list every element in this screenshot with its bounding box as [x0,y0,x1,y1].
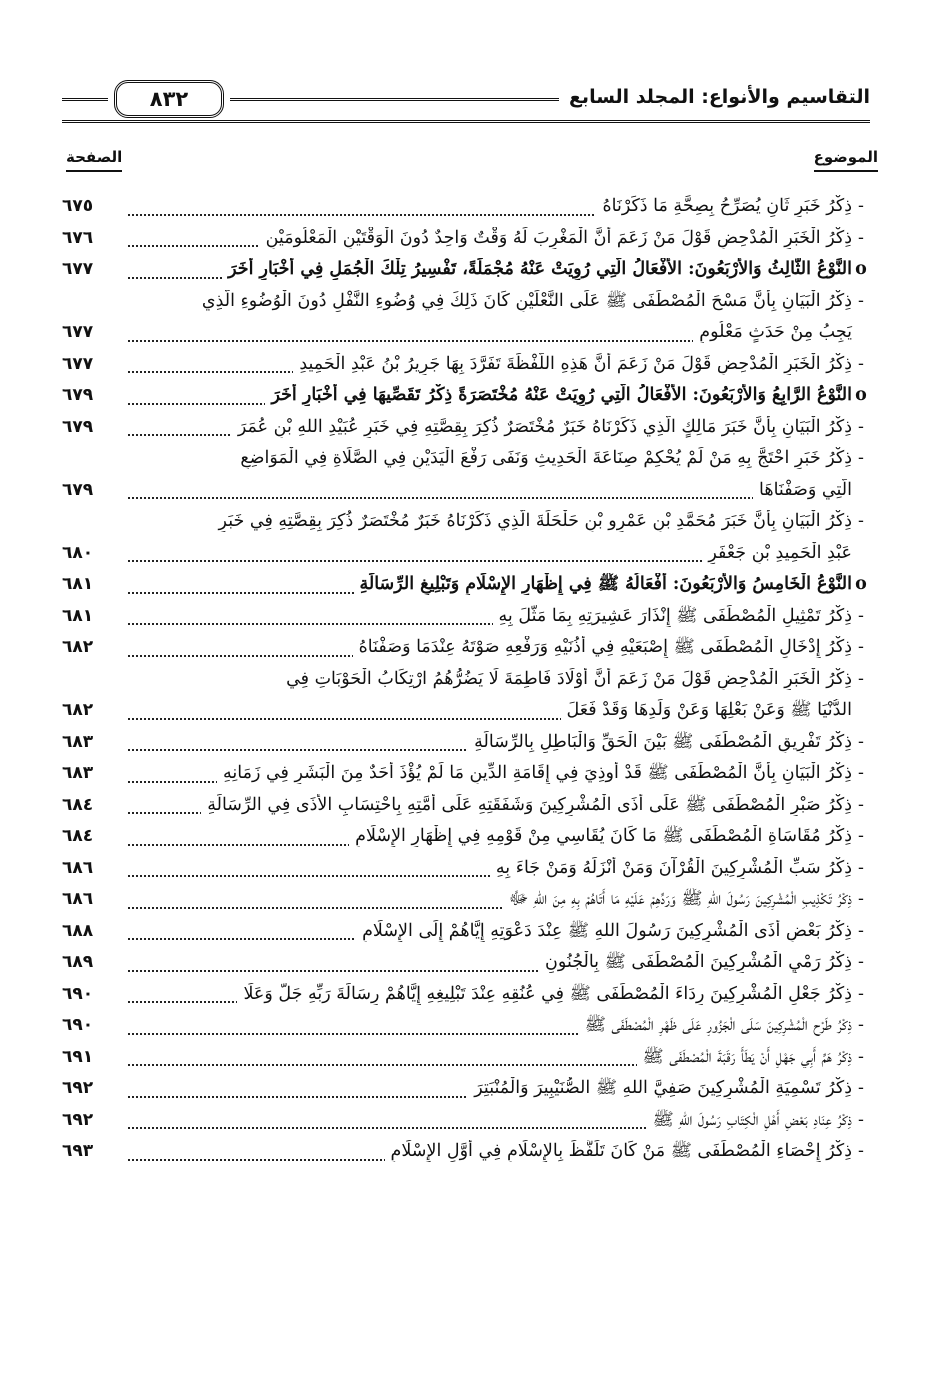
toc-page-number: ٦٨٢ [62,637,94,657]
toc-entry-text [579,1014,870,1036]
toc-page-number: ٦٧٧ [62,259,94,279]
page-number: ٨٣٢ [149,87,189,111]
toc-entry-text [561,699,870,721]
toc-entry-title: النَّوْعُ الرَّابِعُ وَالأَرْبَعُونَ: الأَفْعَالُ الَّتِي رُوِيَتْ عَنْهُ مُخْتَصَرَةً ذِكْرُ تَقَصِّيهَا فِي أَخْبَارٍ أُخَرَ [271,385,852,405]
toc-entry-title: ذِكْرُ مُقَاسَاةِ الْمُصْطَفَى ﷺ مَا كَانَ يُقَاسِي مِنْ قَوْمِهِ فِي إِظْهَارِ الإِسْلَامِ [355,826,852,846]
toc-entry-text [196,290,870,312]
toc-page-number: ٦٨٢ [62,700,94,720]
toc-page-number: ٦٨٩ [62,952,94,972]
toc-page-number: ٦٧٩ [62,416,94,437]
dash-bullet-icon: - [858,1109,864,1130]
dash-bullet-icon: - [858,1046,864,1067]
toc-page-number: ٦٩٠ [62,1015,94,1035]
toc-entry [62,505,870,537]
dash-bullet-icon: - [858,511,864,531]
toc-entry-text [385,1140,870,1162]
toc-entry [62,190,870,222]
toc-entry-title: ذِكْرُ خَبَرٍ ثَانٍ يُصَرِّحُ بِصِحَّةِ مَا ذَكَرْنَاهُ [602,196,852,216]
toc-page-number: ٦٧٦ [62,227,94,248]
toc-page-number: ٦٧٥ [62,196,94,216]
toc-entry [62,1041,870,1073]
toc-entry-text [234,447,870,469]
toc-entry-title: ذِكْرُ الْخَبَرِ الْمُدْحِضِ قَوْلَ مَنْ زَعَمَ أَنَّ الْمَغْرِبَ لَهُ وَقْتٌ وَاحِدٌ دُونَ الْوَقْتَيْنِ الْمَعْلُومَيْنِ [265,227,852,248]
dash-bullet-icon: - [858,448,864,468]
toc-entry [62,789,870,821]
toc-entry-title: ذِكْرُ صَبْرِ الْمُصْطَفَى ﷺ عَلَى أَذَى الْمُشْرِكِينَ وَشَفَقَتِهِ عَلَى أُمَّتِهِ بِاحْتِسَابِ الأَذَى فِي الرِّسَالَةِ [207,794,852,815]
dash-bullet-icon: - [858,1015,864,1035]
toc-page-number: ٦٩١ [62,1046,94,1067]
toc-page-number: ٦٨٨ [62,920,94,941]
toc-page-number: ٦٧٧ [62,353,94,374]
dash-bullet-icon: - [858,763,864,783]
toc-entry-title: ذِكْرُ طَرْحِ الْمُشْرِكِينَ سَلَى الْجَزُورِ عَلَى ظَهْرِ الْمُصْطَفَى ﷺ [584,1015,852,1035]
dash-bullet-icon: - [858,290,864,311]
header-dash [230,98,559,101]
toc-entry-text [637,1046,870,1068]
toc-entry-text [753,479,870,501]
toc-entry-title: ذِكْرُ الْخَبَرِ الْمُدْحِضِ قَوْلَ مَنْ زَعَمَ أَنَّ هَذِهِ اللَّفْظَةَ تَفَرَّدَ بِهَا جَرِيرُ بْنُ عَبْدِ الْحَمِيدِ [299,353,852,374]
toc-entry [62,915,870,947]
toc-entry [62,1104,870,1136]
toc-entry-title: ذِكْرُ تَسْمِيَةِ الْمُشْرِكِينَ صَفِيَّ اللهِ ﷺ الصُّنَيْبِيرَ وَالْمُنْبَتِرَ [474,1078,852,1098]
toc-entry-title: ذِكْرُ عِنَادِ بَعْضِ أَهْلِ الْكِتَابِ رَسُولَ اللهِ ﷺ [652,1109,852,1130]
table-of-contents [62,190,870,1167]
toc-section-heading [62,253,870,285]
toc-entry [62,663,870,695]
dash-bullet-icon: - [858,227,864,248]
toc-entry [62,757,870,789]
topic-column-heading [814,148,878,172]
toc-entry-title: ذِكْرُ تَكْذِيبِ الْمُشْرِكِينَ رَسُولَ اللهِ ﷺ وَرَدِّهِمْ عَلَيْهِ مَا أَتَاهُمْ بِهِ مِنَ اللهِ ﷻ [508,889,852,909]
toc-page-number: ٦٩٣ [62,1141,94,1161]
toc-entry-title: ذِكْرُ الْبَيَانِ بِأَنَّ خَبَرَ مُحَمَّدِ بْنِ عَمْرِو بْنِ حَلْحَلَةَ الَّذِي ذَكَرْنَاهُ خَبَرٌ مُخْتَصَرٌ ذُكِرَ بِقِصَّتِهِ فِي خَبَرِ [218,511,852,531]
toc-entry [62,442,870,474]
dash-bullet-icon: - [858,1141,864,1161]
toc-entry-text [356,920,870,942]
toc-page-number: ٦٧٩ [62,479,94,500]
toc-entry-text [213,510,870,532]
toc-entry-title: ذِكْرُ الْبَيَانِ بِأَنَّ مَسْحَ الْمُصْطَفَى ﷺ عَلَى النَّعْلَيْنِ كَانَ ذَلِكَ فِي وُضُوءِ النَّفْلِ دُونَ الْوُضُوءِ الَّذِي [201,290,852,311]
toc-entry-text [237,983,870,1005]
toc-entry-text [493,605,870,627]
dash-bullet-icon: - [858,196,864,216]
toc-entry-title: ذِكْرُ الْبَيَانِ بِأَنَّ خَبَرَ مَالِكٍ الَّذِي ذَكَرْنَاهُ خَبَرٌ مُخْتَصَرٌ ذُكِرَ بِقِصَّتِهِ فِي خَبَرِ عُبَيْدِ اللهِ بْنِ عُمَرَ [237,416,852,437]
toc-page-number: ٦٨٤ [62,826,94,846]
toc-entry-title: ذِكْرُ سَبِّ الْمُشْرِكِينَ الْقُرْآنَ وَمَنْ أَنْزَلَهُ وَمَنْ جَاءَ بِهِ [495,857,852,878]
toc-entry-text [596,195,870,217]
page-column-heading [66,148,122,172]
toc-entry-text [503,888,870,910]
toc-entry [62,631,870,663]
header-rule [62,120,870,123]
book-title: التقاسيم والأنواع: المجلد السابع [568,86,870,108]
dash-bullet-icon: - [858,794,864,815]
toc-page-number: ٦٨٣ [62,763,94,783]
dash-bullet-icon: - [858,857,864,878]
dot-leader [128,497,830,499]
dash-bullet-icon: - [858,920,864,941]
toc-entry-text [353,636,870,658]
toc-entry-text [539,951,870,973]
toc-page-number: ٦٩٢ [62,1109,94,1130]
toc-entry-text [468,731,870,753]
toc-entry-title: ذِكْرُ بَعْضِ أَذَى الْمُشْرِكِينَ رَسُولَ اللهِ ﷺ عِنْدَ دَعْوَتِهِ إِيَّاهُمْ إِلَى الإِسْلَامِ [362,920,852,941]
section-bullet-icon: ο [855,259,867,279]
dash-bullet-icon: - [858,983,864,1004]
toc-entry [62,537,870,569]
toc-entry [62,726,870,758]
toc-entry-text [217,762,870,784]
page-number-box [114,80,224,118]
toc-entry-text [693,321,870,343]
toc-entry [62,1135,870,1167]
dash-bullet-icon: - [858,889,864,909]
toc-page-number: ٦٨٦ [62,857,94,878]
toc-entry-text [468,1077,870,1099]
toc-entry-text [647,1109,870,1131]
toc-entry-text [222,258,870,280]
dash-bullet-icon: - [858,353,864,374]
dash-bullet-icon: - [858,637,864,657]
toc-entry [62,820,870,852]
toc-entry-text [265,384,870,406]
toc-entry-text [293,353,870,375]
toc-entry-title: الدُّنْيَا ﷺ وَعَنْ بَعْلِهَا وَعَنْ وَلَدِهَا وَقَدْ فَعَلَ [566,700,852,720]
toc-entry [62,1072,870,1104]
toc-entry-text [490,857,870,879]
toc-entry [62,1009,870,1041]
toc-entry [62,946,870,978]
toc-entry [62,694,870,726]
toc-entry-title: عَبْدِ الْحَمِيدِ بْنِ جَعْفَرٍ [708,542,852,563]
toc-entry [62,348,870,380]
toc-entry-text [201,794,870,816]
toc-section-heading [62,568,870,600]
page-heading-label: الصفحة [66,148,122,172]
toc-entry [62,411,870,443]
section-bullet-icon: ο [855,574,867,594]
toc-entry [62,316,870,348]
toc-page-number: ٦٨٣ [62,731,94,752]
toc-entry-title: النَّوْعُ الثَّالِثُ وَالأَرْبَعُونَ: الأَفْعَالُ الَّتِي رُوِيَتْ عَنْهُ مُجْمَلَةً، تَفْسِيرُ تِلْكَ الْجُمَلِ فِي أَخْبَارٍ أُخَرَ [228,259,852,279]
section-bullet-icon: ο [855,385,867,405]
running-header [62,72,870,122]
dash-bullet-icon: - [858,605,864,626]
toc-entry [62,600,870,632]
dash-bullet-icon: - [858,416,864,437]
toc-entry [62,222,870,254]
toc-entry-title: الَّتِي وَصَفْنَاهَا [759,479,852,500]
toc-entry-text [260,227,870,249]
toc-entry [62,978,870,1010]
toc-entry [62,474,870,506]
toc-entry [62,883,870,915]
toc-page-number: ٦٩٠ [62,983,94,1004]
toc-entry-text [349,825,870,847]
toc-entry-text [280,668,870,690]
toc-entry-text [354,573,871,595]
toc-entry [62,852,870,884]
toc-entry-title: ذِكْرُ تَفْرِيقِ الْمُصْطَفَى ﷺ بَيْنَ الْحَقِّ وَالْبَاطِلِ بِالرِّسَالَةِ [474,731,852,752]
toc-page-number: ٦٨٤ [62,794,94,815]
toc-entry-text [702,542,870,564]
toc-entry-title: ذِكْرُ رَمْيِ الْمُشْرِكِينَ الْمُصْطَفَى ﷺ بِالْجُنُونِ [545,952,852,972]
toc-section-heading [62,379,870,411]
toc-entry [62,285,870,317]
topic-heading-label: الموضوع [814,148,878,172]
toc-page-number: ٦٨١ [62,574,94,594]
toc-page-number: ٦٨١ [62,605,94,626]
toc-page-number: ٦٨٠ [62,542,94,563]
dash-bullet-icon: - [858,1078,864,1098]
dash-bullet-icon: - [858,668,864,689]
toc-entry-title: النَّوْعُ الْخَامِسُ وَالأَرْبَعُونَ: أَفْعَالُهُ ﷺ فِي إِظْهَارِ الإِسْلَامِ وَتَبْلِيغِ الرِّسَالَةِ [359,574,852,594]
header-dash [62,98,108,101]
toc-entry-title: ذِكْرُ جَعْلِ الْمُشْرِكِينَ رِدَاءَ الْمُصْطَفَى ﷺ فِي عُنُقِهِ عِنْدَ تَبْلِيغِهِ إِيَّاهُمْ رِسَالَةَ رَبِّهِ جَلَّ وَعَلَا [243,983,852,1004]
toc-entry-title: ذِكْرُ خَبَرٍ احْتَجَّ بِهِ مَنْ لَمْ يُحْكِمْ صِنَاعَةَ الْحَدِيثِ وَنَفَى رَفْعَ الْيَدَيْنِ فِي الصَّلَاةِ فِي الْمَوَاضِعِ [240,448,852,468]
toc-page-number: ٦٩٢ [62,1078,94,1098]
dash-bullet-icon: - [858,826,864,846]
toc-entry-text [232,416,870,438]
toc-entry-title: ذِكْرُ تَمْثِيلِ الْمُصْطَفَى ﷺ إِنْذَارَ عَشِيرَتِهِ بِمَا مَثَّلَ بِهِ [498,605,852,626]
toc-entry-title: ذِكْرُ إِحْصَاءِ الْمُصْطَفَى ﷺ مَنْ كَانَ تَلَفَّظَ بِالإِسْلَامِ فِي أَوَّلِ الإِسْلَامِ [390,1141,852,1161]
dash-bullet-icon: - [858,952,864,972]
toc-entry-title: ذِكْرُ هَمِّ أَبِي جَهْلٍ أَنْ يَطَأَ رَقَبَةَ الْمُصْطَفَى ﷺ [642,1046,852,1067]
toc-entry-title: ذِكْرُ الْخَبَرِ الْمُدْحِضِ قَوْلَ مَنْ زَعَمَ أَنَّ أَوْلَادَ فَاطِمَةَ لَا يَضُرُّهُمُ ارْتِكَابُ الْحَوْبَاتِ فِي [286,668,852,689]
dash-bullet-icon: - [858,731,864,752]
toc-page-number: ٦٨٦ [62,889,94,909]
toc-entry-title: ذِكْرُ الْبَيَانِ بِأَنَّ الْمُصْطَفَى ﷺ قَدْ أُوذِيَ فِي إِقَامَةِ الدِّينِ مَا لَمْ يُؤْذَ أَحَدٌ مِنَ الْبَشَرِ فِي زَمَانِهِ [222,763,852,783]
toc-page-number: ٦٧٩ [62,385,94,405]
toc-entry-title: ذِكْرُ إِدْخَالِ الْمُصْطَفَى ﷺ إِصْبَعَيْهِ فِي أُذُنَيْهِ وَرَفْعِهِ صَوْتَهُ عِنْدَمَا وَصَفْنَاهُ [358,637,852,657]
toc-page-number: ٦٧٧ [62,322,94,342]
toc-entry-title: يَجِبُ مِنْ حَدَثٍ مَعْلُومٍ [699,322,852,342]
